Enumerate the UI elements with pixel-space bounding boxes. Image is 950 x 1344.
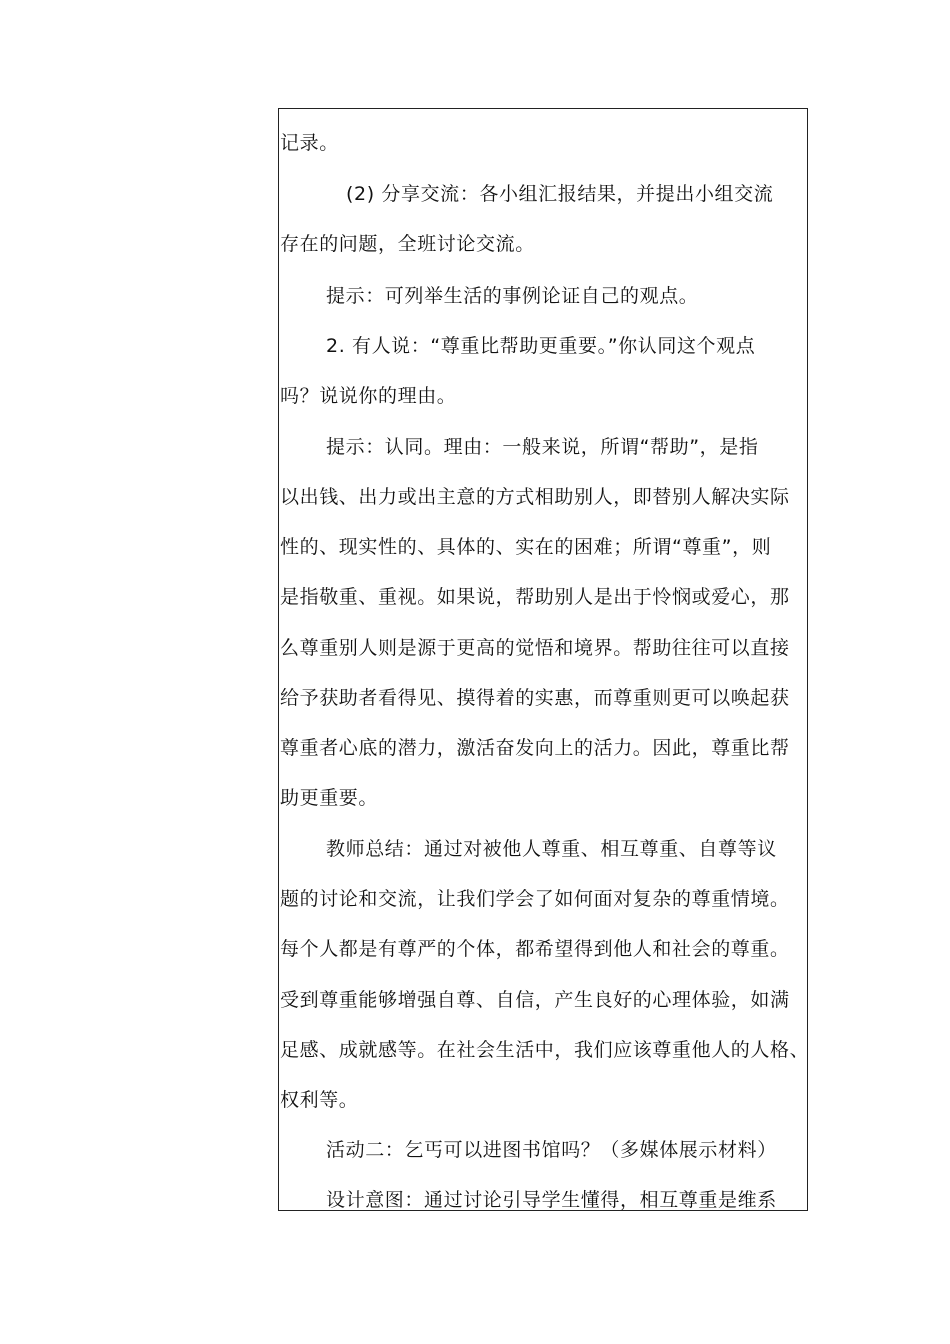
text-line: 记录。 [280,132,339,154]
text-line: 每个人都是有尊严的个体，都希望得到他人和社会的尊重。 [280,938,790,960]
text-line: 足感、成就感等。在社会生活中，我们应该尊重他人的人格、 [280,1039,810,1061]
text-line: (2) 分享交流：各小组汇报结果，并提出小组交流 [346,183,774,205]
text-line: 权利等。 [280,1089,359,1111]
text-line: 活动二：乞丐可以进图书馆吗？（多媒体展示材料） [326,1139,777,1161]
text-line: 么尊重别人则是源于更高的觉悟和境界。帮助往往可以直接 [280,637,790,659]
text-line: 教师总结：通过对被他人尊重、相互尊重、自尊等议 [326,838,777,860]
text-line: 给予获助者看得见、摸得着的实惠，而尊重则更可以唤起获 [280,687,790,709]
text-line: 提示：可列举生活的事例论证自己的观点。 [326,285,699,307]
text-line: 助更重要。 [280,787,379,809]
text-line: 性的、现实性的、具体的、实在的困难；所谓“尊重”，则 [280,536,772,558]
text-line: 受到尊重能够增强自尊、自信，产生良好的心理体验，如满 [280,989,790,1011]
text-line: 设计意图：通过讨论引导学生懂得，相互尊重是维系 [326,1189,777,1211]
text-line: 是指敬重、重视。如果说，帮助别人是出于怜悯或爱心，那 [280,586,790,608]
text-line: 2. 有人说：“尊重比帮助更重要。”你认同这个观点 [326,335,756,357]
text-line: 以出钱、出力或出主意的方式相助别人，即替别人解决实际 [280,486,790,508]
text-line: 提示：认同。理由：一般来说，所谓“帮助”，是指 [326,436,759,458]
text-line: 存在的问题，全班讨论交流。 [280,233,535,255]
text-line: 题的讨论和交流，让我们学会了如何面对复杂的尊重情境。 [280,888,790,910]
text-line: 尊重者心底的潜力，激活奋发向上的活力。因此，尊重比帮 [280,737,790,759]
text-line: 吗？说说你的理由。 [280,385,457,407]
